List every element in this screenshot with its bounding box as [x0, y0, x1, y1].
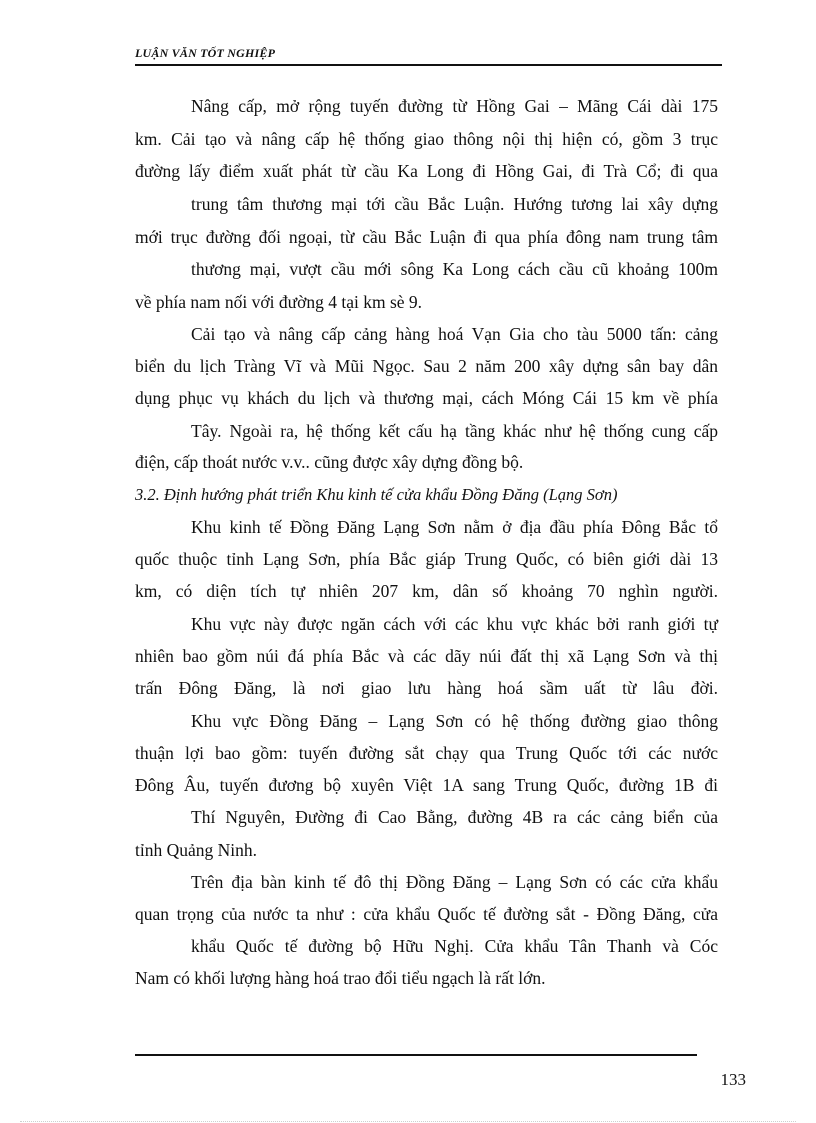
text-line: Nâng cấp, mở rộng tuyến đường từ Hồng Gai – Mãng Cái dài 175	[191, 96, 718, 116]
text-line: Khu vực Đồng Đăng – Lạng Sơn có hệ thống đường giao thông	[191, 711, 718, 731]
text-line: quốc thuộc tỉnh Lạng Sơn, phía Bắc giáp Trung Quốc, có biên giới dài 13	[135, 549, 718, 569]
text-line: Nam có khối lượng hàng hoá trao đổi tiểu ngạch là rất lớn.	[135, 968, 546, 988]
text-line: trấn Đông Đăng, là nơi giao lưu hàng hoá sầm uất từ lâu đời.	[135, 678, 718, 698]
section-heading: 3.2. Định hướng phát triển Khu kinh tế cửa khẩu Đồng Đăng (Lạng Sơn)	[135, 485, 618, 504]
running-header: LUẬN VĂN TỐT NGHIỆP	[135, 46, 276, 60]
text-line: mới trục đường đối ngoại, từ cầu Bắc Luận đi qua phía đông nam trung tâm	[135, 227, 718, 247]
footer-rule	[135, 1054, 697, 1056]
text-line: Tây. Ngoài ra, hệ thống kết cấu hạ tầng khác như hệ thống cung cấp	[191, 421, 718, 441]
text-line: đường lấy điểm xuất phát từ cầu Ka Long đi Hồng Gai, đi Trà Cổ; đi qua	[135, 161, 718, 181]
text-line: Trên địa bàn kinh tế đô thị Đồng Đăng – Lạng Sơn có các cửa khẩu	[191, 872, 718, 892]
text-line: khẩu Quốc tế đường bộ Hữu Nghị. Cửa khẩu Tân Thanh và Cóc	[191, 936, 718, 956]
page-bottom-border	[20, 1121, 796, 1122]
text-line: thương mại, vượt cầu mới sông Ka Long cách cầu cũ khoảng 100m	[191, 259, 718, 279]
text-line: thuận lợi bao gồm: tuyến đường sắt chạy qua Trung Quốc tới các nước	[135, 743, 718, 763]
text-line: về phía nam nối với đường 4 tại km sè 9.	[135, 292, 423, 312]
text-line: km. Cải tạo và nâng cấp hệ thống giao thông nội thị hiện có, gồm 3 trục	[135, 129, 718, 149]
text-line: dụng phục vụ khách du lịch và thương mại, cách Móng Cái 15 km về phía	[135, 388, 718, 408]
text-line: Khu kinh tế Đồng Đăng Lạng Sơn nằm ở địa đầu phía Đông Bắc tổ	[191, 517, 718, 537]
text-line: nhiên bao gồm núi đá phía Bắc và các dãy núi đất thị xã Lạng Sơn và thị	[135, 646, 718, 666]
text-line: quan trọng của nước ta như : cửa khẩu Quốc tế đường sắt - Đồng Đăng, cửa	[135, 904, 718, 924]
text-line: Khu vực này được ngăn cách với các khu vực khác bởi ranh giới tự	[191, 614, 718, 634]
text-line: Thí Nguyên, Đường đi Cao Bằng, đường 4B ra các cảng biển của	[191, 807, 718, 827]
text-line: Cải tạo và nâng cấp cảng hàng hoá Vạn Gia cho tàu 5000 tấn: cảng	[191, 324, 718, 344]
text-line: biển du lịch Tràng Vĩ và Mũi Ngọc. Sau 2 năm 200 xây dựng sân bay dân	[135, 356, 718, 376]
text-line: km, có diện tích tự nhiên 207 km, dân số khoảng 70 nghìn người.	[135, 581, 718, 601]
text-line: trung tâm thương mại tới cầu Bắc Luận. Hướng tương lai xây dựng	[191, 194, 718, 214]
text-line: tỉnh Quảng Ninh.	[135, 840, 258, 860]
text-line: điện, cấp thoát nước v.v.. cũng được xây dựng đồng bộ.	[135, 452, 524, 472]
page-number: 133	[720, 1070, 746, 1089]
text-line: Đông Âu, tuyến đương bộ xuyên Việt 1A sang Trung Quốc, đường 1B đi	[135, 775, 718, 795]
header-rule	[135, 64, 722, 66]
